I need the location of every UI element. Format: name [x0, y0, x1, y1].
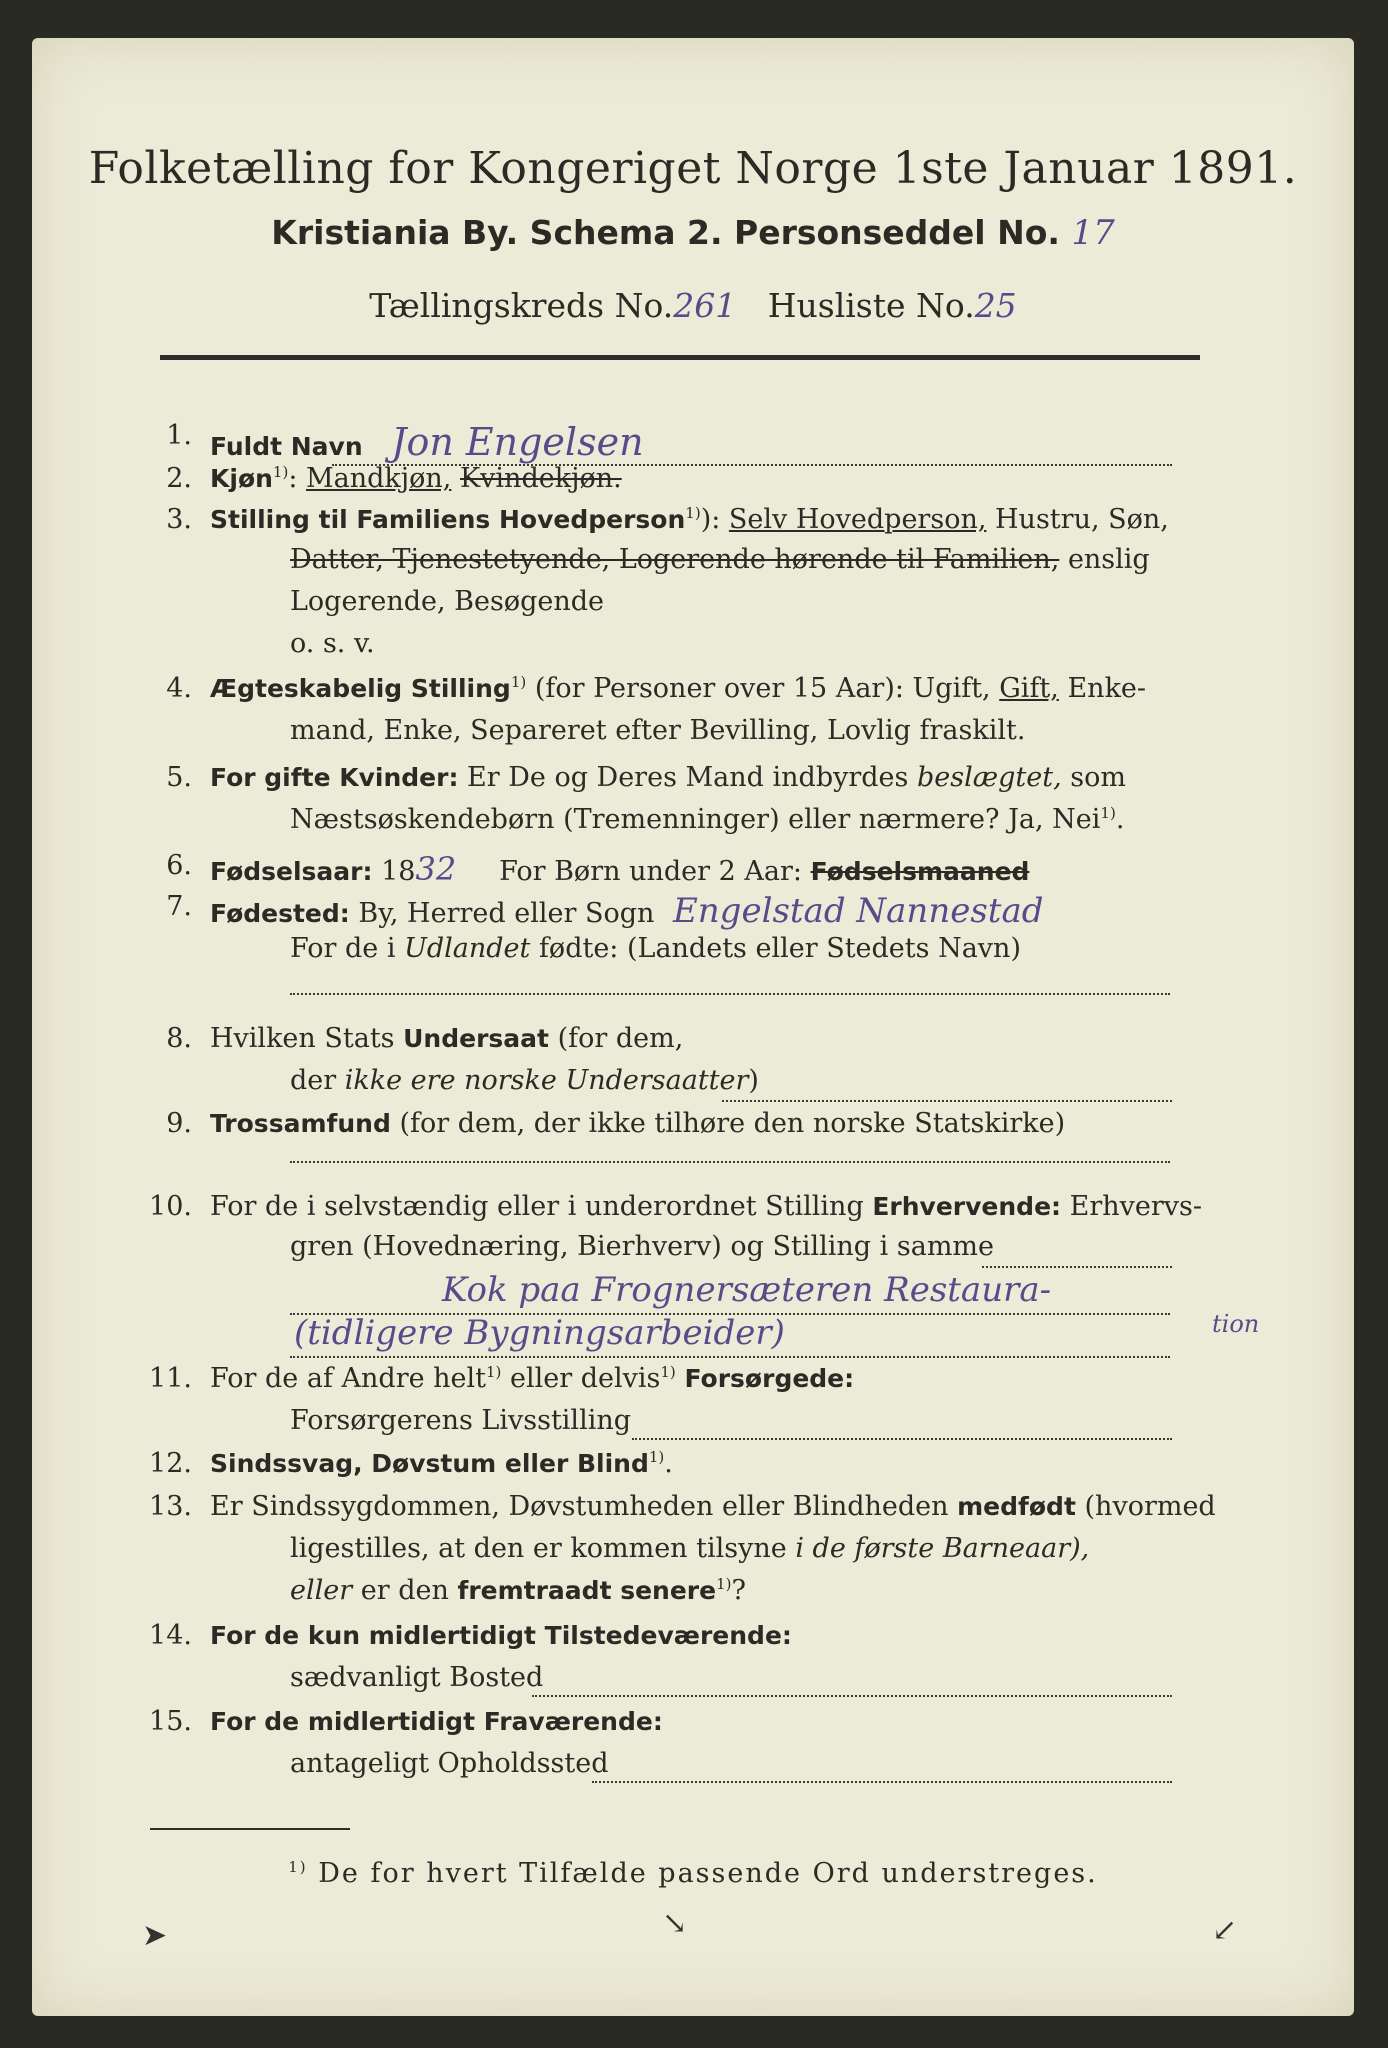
q13-number: 13. — [149, 1491, 192, 1522]
q2-row: Kjøn$^{1)}$: Mandkjøn, Kvindekjøn. — [210, 463, 622, 494]
q10-dotted-line-1 — [982, 1266, 1172, 1268]
q4-number: 4. — [166, 673, 192, 704]
q11-row-2: Forsørgerens Livsstilling — [290, 1405, 632, 1436]
q13-row-1: Er Sindssygdommen, Døvstumheden eller Blindheden medfødt (hvormed — [210, 1491, 1216, 1522]
q13-row-3: eller er den fremtraadt senere$^{1)}$? — [290, 1575, 746, 1606]
q11-row-1: For de af Andre helt$^{1)}$ eller delvis$^{1)}$ Forsørgede: — [210, 1363, 855, 1394]
q10-row-2: gren (Hovednæring, Bierhverv) og Stilling i samme — [290, 1231, 995, 1262]
q10-dotted-line-3 — [290, 1356, 1170, 1358]
q15-number: 15. — [149, 1706, 192, 1737]
q1-name-value: Jon Engelsen — [391, 420, 644, 464]
q2-male-option: Mandkjøn, — [306, 463, 452, 494]
q10-previous-occupation-value: (tidligere Bygningsarbeider) — [294, 1313, 785, 1353]
q7-row-2: For de i Udlandet fødte: (Landets eller Stedets Navn) — [290, 933, 1021, 964]
q7-number: 7. — [166, 891, 192, 922]
q10-occupation-continued: tion — [1212, 1310, 1260, 1338]
q3-row-1: Stilling til Familiens Hovedperson$^{1)}$): Selv Hovedperson, Hustru, Søn, — [210, 504, 1169, 535]
q11-number: 11. — [149, 1363, 192, 1394]
kreds-number: 261 — [673, 286, 737, 325]
q7-birthplace-value: Engelstad Nannestad — [672, 891, 1044, 931]
q4-row-1: Ægteskabelig Stilling$^{1)}$ (for Personer over 15 Aar): Ugift, Gift, Enke- — [210, 673, 1147, 704]
q15-dotted-line — [592, 1781, 1172, 1783]
q11-dotted-line — [632, 1438, 1172, 1440]
footnote-rule — [150, 1828, 350, 1830]
arrow-mark-icon: ➤ — [142, 1918, 168, 1953]
form-title: Folketælling for Kongeriget Norge 1ste Januar 1891. — [88, 143, 1298, 194]
arrow-mark-icon: ↙ — [1212, 1913, 1238, 1948]
q2-number: 2. — [166, 463, 192, 494]
footnote: $^{1)}$ De for hvert Tilfælde passende Ord understreges. — [288, 1858, 1098, 1889]
q15-row-1: For de midlertidigt Fraværende: — [210, 1707, 663, 1736]
q8-row-2: der ikke ere norske Undersaatter) — [290, 1065, 759, 1096]
q6-row: Fødselsaar: 1832 For Børn under 2 Aar: Fødselsmaaned — [210, 850, 1030, 888]
husliste-number: 25 — [974, 286, 1017, 325]
census-form — [32, 38, 1354, 2016]
q10-row-1: For de i selvstændig eller i underordnet Stilling Erhvervende: Erhvervs- — [210, 1191, 1203, 1222]
q5-number: 5. — [166, 762, 192, 793]
q12-number: 12. — [149, 1448, 192, 1479]
q10-number: 10. — [149, 1191, 192, 1222]
q3-number: 3. — [166, 504, 192, 535]
form-district-line: Tællingskreds No.261 Husliste No.25 — [369, 286, 1017, 325]
arrow-mark-icon: ↘ — [662, 1906, 688, 1941]
q1-row: Fuldt Navn Jon Engelsen — [210, 420, 644, 464]
q6-birth-year-value: 32 — [415, 850, 457, 888]
header-rule — [160, 355, 1200, 360]
q14-row-1: For de kun midlertidigt Tilstedeværende: — [210, 1621, 792, 1650]
q9-row: Trossamfund (for dem, der ikke tilhøre den norske Statskirke) — [210, 1108, 1066, 1139]
q10-occupation-value: Kok paa Frognersæteren Restaura- — [442, 1270, 1052, 1310]
q14-number: 14. — [149, 1620, 192, 1651]
q7-dotted-line — [290, 993, 1170, 995]
q4-row-2: mand, Enke, Separeret efter Bevilling, Lovlig fraskilt. — [290, 715, 1026, 746]
q13-row-2: ligestilles, at den er kommen tilsyne i de første Barneaar), — [290, 1533, 1090, 1564]
q3-row-4: o. s. v. — [290, 628, 375, 659]
q8-dotted-line — [722, 1100, 1172, 1102]
q4-selected-option: Gift, — [999, 673, 1059, 704]
q15-row-2: antageligt Opholdssted — [290, 1748, 609, 1779]
q5-row-1: For gifte Kvinder: Er De og Deres Mand indbyrdes beslægtet, som — [210, 762, 1126, 793]
q3-row-3: Logerende, Besøgende — [290, 586, 604, 617]
q8-number: 8. — [166, 1023, 192, 1054]
q14-row-2: sædvanligt Bosted — [290, 1662, 544, 1693]
q9-dotted-line — [290, 1161, 1170, 1163]
q9-number: 9. — [166, 1108, 192, 1139]
q1-number: 1. — [166, 420, 192, 451]
q12-row: Sindssvag, Døvstum eller Blind$^{1)}$. — [210, 1448, 673, 1479]
q5-row-2: Næstsøskendebørn (Tremenninger) eller nærmere? Ja, Nei$^{1)}$. — [290, 804, 1125, 835]
q8-row-1: Hvilken Stats Undersaat (for dem, — [210, 1023, 684, 1054]
personseddel-number: 17 — [1071, 213, 1115, 253]
q7-row-1: Fødested: By, Herred eller Sogn Engelstad Nannestad — [210, 891, 1044, 931]
q2-female-option: Kvindekjøn. — [460, 463, 622, 494]
q3-row-2: Datter, Tjenestetyende, Logerende hørende til Familien, enslig — [290, 544, 1150, 575]
form-subtitle: Kristiania By. Schema 2. Personseddel No. 17 — [271, 213, 1115, 253]
q14-dotted-line — [532, 1695, 1172, 1697]
q3-selected-option: Selv Hovedperson, — [728, 504, 987, 535]
q6-number: 6. — [166, 850, 192, 881]
